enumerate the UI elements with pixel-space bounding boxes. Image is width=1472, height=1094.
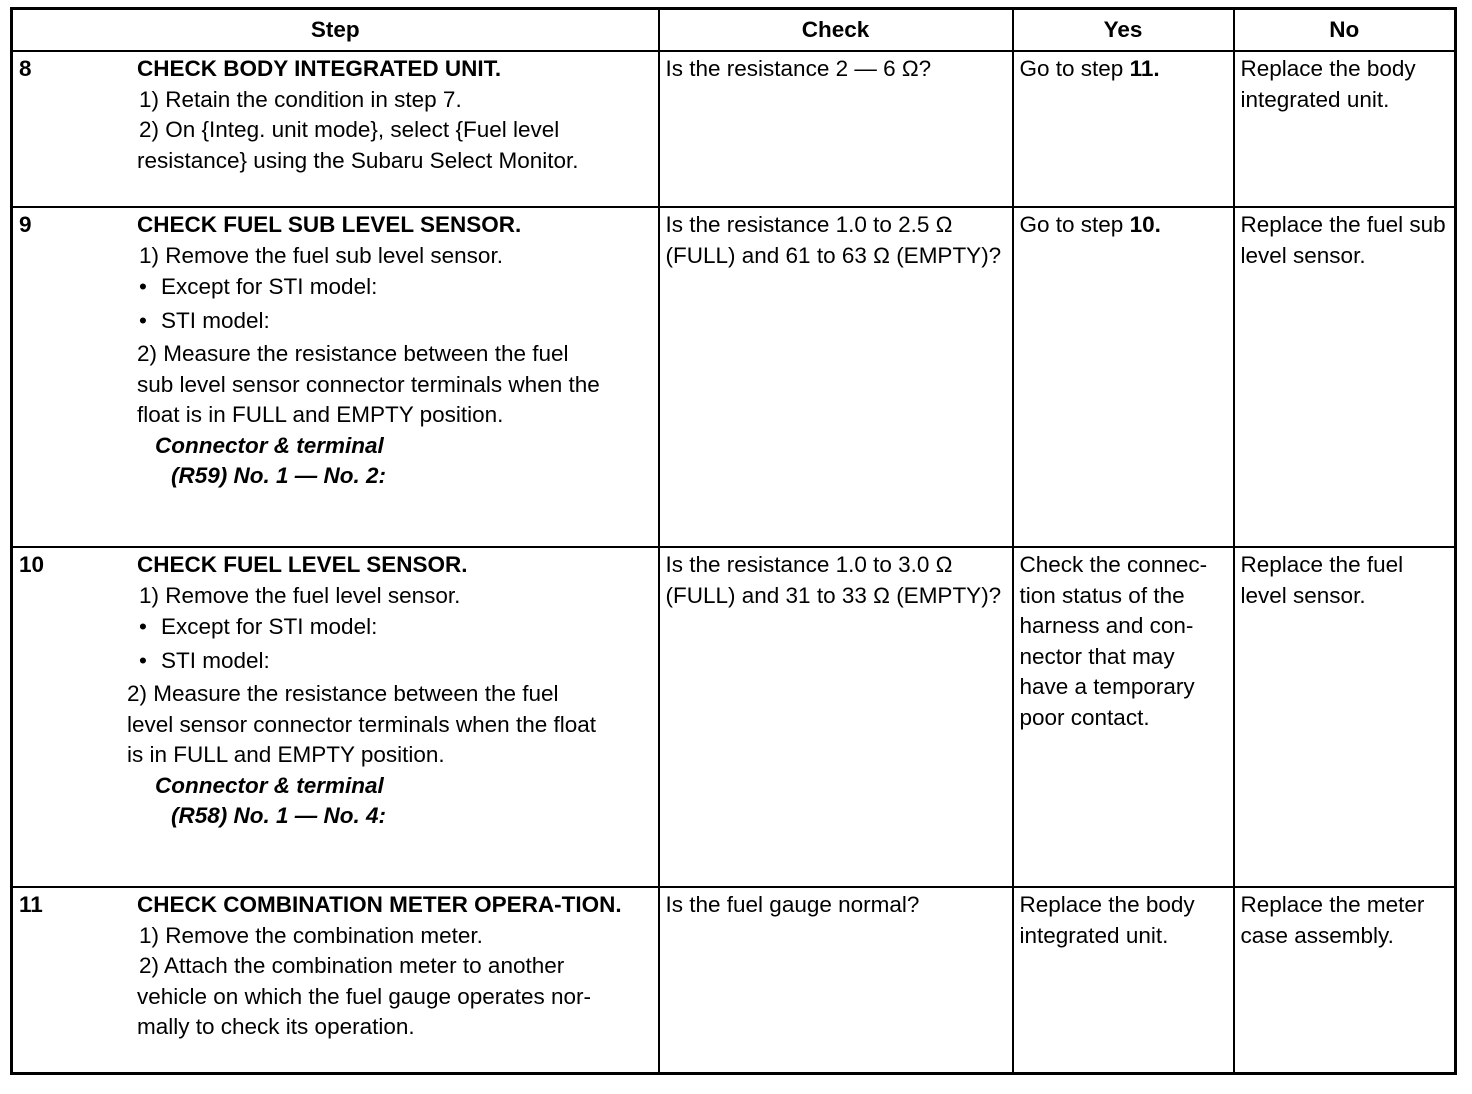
yes-suffix: .	[1153, 56, 1160, 81]
header-no: No	[1234, 9, 1456, 52]
step-title: CHECK FUEL SUB LEVEL SENSOR.	[137, 212, 522, 237]
step-instruction: sub level sensor connector terminals when the	[137, 371, 600, 397]
diagnostic-table-container	[10, 7, 1454, 1075]
yes-cell	[1013, 547, 1234, 887]
check-text: Is the resistance 1.0 to 2.5 Ω (FULL) and 61 to 63 Ω (EMPTY)?	[665, 212, 1002, 268]
step-instruction: 1) Remove the combination meter.	[139, 922, 483, 948]
check-cell	[659, 887, 1013, 1074]
yes-text	[1014, 208, 1233, 245]
connector-terminal: (R58) No. 1 — No. 4:	[171, 803, 387, 828]
no-text: Replace the body integrated unit.	[1240, 56, 1416, 112]
step-instruction: 1) Retain the condition in step 7.	[139, 86, 462, 112]
step-title: CHECK FUEL LEVEL SENSOR.	[137, 552, 468, 577]
connector-label: Connector & terminal	[155, 772, 384, 798]
header-check: Check	[659, 9, 1013, 52]
bullet-item	[137, 612, 652, 643]
bullet-icon: •	[139, 614, 147, 639]
step-instruction: 2) Measure the resistance between the fuel	[137, 341, 569, 366]
step-instruction: float is in FULL and EMPTY position.	[137, 402, 504, 427]
bullet-icon: •	[139, 307, 147, 333]
step-cell	[12, 51, 659, 207]
step-instruction: vehicle on which the fuel gauge operates nor-	[137, 983, 592, 1009]
yes-text: Replace the body integrated unit.	[1019, 892, 1195, 948]
check-cell	[659, 51, 1013, 207]
step-title: CHECK COMBINATION METER OPERA-TION.	[137, 892, 622, 917]
check-text: Is the resistance 1.0 to 3.0 Ω (FULL) and 31 to 33 Ω (EMPTY)?	[665, 552, 1002, 608]
step-instruction: level sensor connector terminals when the float	[127, 711, 596, 737]
bullet-icon: •	[139, 647, 147, 673]
step-title: CHECK BODY INTEGRATED UNIT.	[137, 56, 502, 81]
yes-suffix: .	[1154, 212, 1161, 237]
header-step: Step	[12, 9, 659, 52]
bullet-text: Except for STI model:	[161, 274, 378, 299]
step-instruction: is in FULL and EMPTY position.	[127, 742, 445, 767]
yes-cell	[1013, 51, 1234, 207]
yes-step-ref: 10	[1129, 212, 1155, 237]
step-instruction: mally to check its operation.	[137, 1014, 415, 1039]
no-text: Replace the fuel sub level sensor.	[1240, 212, 1446, 268]
step-instruction: 2) On {Integ. unit mode}, select {Fuel level	[139, 117, 560, 142]
step-cell	[12, 887, 659, 1074]
yes-prefix: Go to step	[1019, 56, 1130, 81]
step-number: 9	[19, 212, 32, 237]
diagnostic-procedure-table	[10, 7, 1457, 1075]
connector-terminal: (R59) No. 1 — No. 2:	[171, 463, 387, 488]
bullet-item	[137, 272, 652, 303]
check-cell	[659, 547, 1013, 887]
yes-cell	[1013, 207, 1234, 547]
check-cell	[659, 207, 1013, 547]
header-row	[12, 9, 1456, 52]
no-cell	[1234, 547, 1456, 887]
bullet-text: STI model:	[161, 307, 270, 333]
yes-text	[1014, 52, 1233, 89]
bullet-text: STI model:	[161, 647, 270, 673]
step-instruction: resistance} using the Subaru Select Monitor.	[137, 147, 579, 173]
no-text: Replace the meter case assembly.	[1240, 892, 1425, 948]
bullet-item	[137, 646, 652, 677]
step-instruction: 1) Remove the fuel level sensor.	[139, 582, 461, 608]
table-row	[12, 887, 1456, 1074]
table-row	[12, 207, 1456, 547]
table-row	[12, 51, 1456, 207]
yes-cell	[1013, 887, 1234, 1074]
connector-label: Connector & terminal	[155, 432, 384, 458]
no-cell	[1234, 207, 1456, 547]
yes-step-ref: 11	[1129, 56, 1154, 81]
no-cell	[1234, 51, 1456, 207]
step-cell	[12, 547, 659, 887]
yes-text: Check the connec-tion status of the harness and con-nector that may have a temporary poor contact.	[1019, 552, 1208, 730]
check-text: Is the fuel gauge normal?	[665, 892, 920, 917]
table-row	[12, 547, 1456, 887]
header-yes: Yes	[1013, 9, 1234, 52]
step-instruction: 1) Remove the fuel sub level sensor.	[139, 242, 503, 268]
step-number: 11	[19, 892, 43, 917]
step-instruction: 2) Attach the combination meter to another	[139, 953, 565, 978]
bullet-item	[137, 306, 652, 337]
step-number: 8	[19, 56, 32, 81]
check-text: Is the resistance 2 — 6 Ω?	[665, 56, 932, 81]
step-cell	[12, 207, 659, 547]
yes-prefix: Go to step	[1019, 212, 1130, 237]
bullet-icon: •	[139, 274, 147, 299]
step-number: 10	[19, 552, 45, 577]
no-cell	[1234, 887, 1456, 1074]
step-instruction: 2) Measure the resistance between the fuel	[127, 681, 559, 706]
no-text: Replace the fuel level sensor.	[1240, 552, 1404, 608]
bullet-text: Except for STI model:	[161, 614, 378, 639]
